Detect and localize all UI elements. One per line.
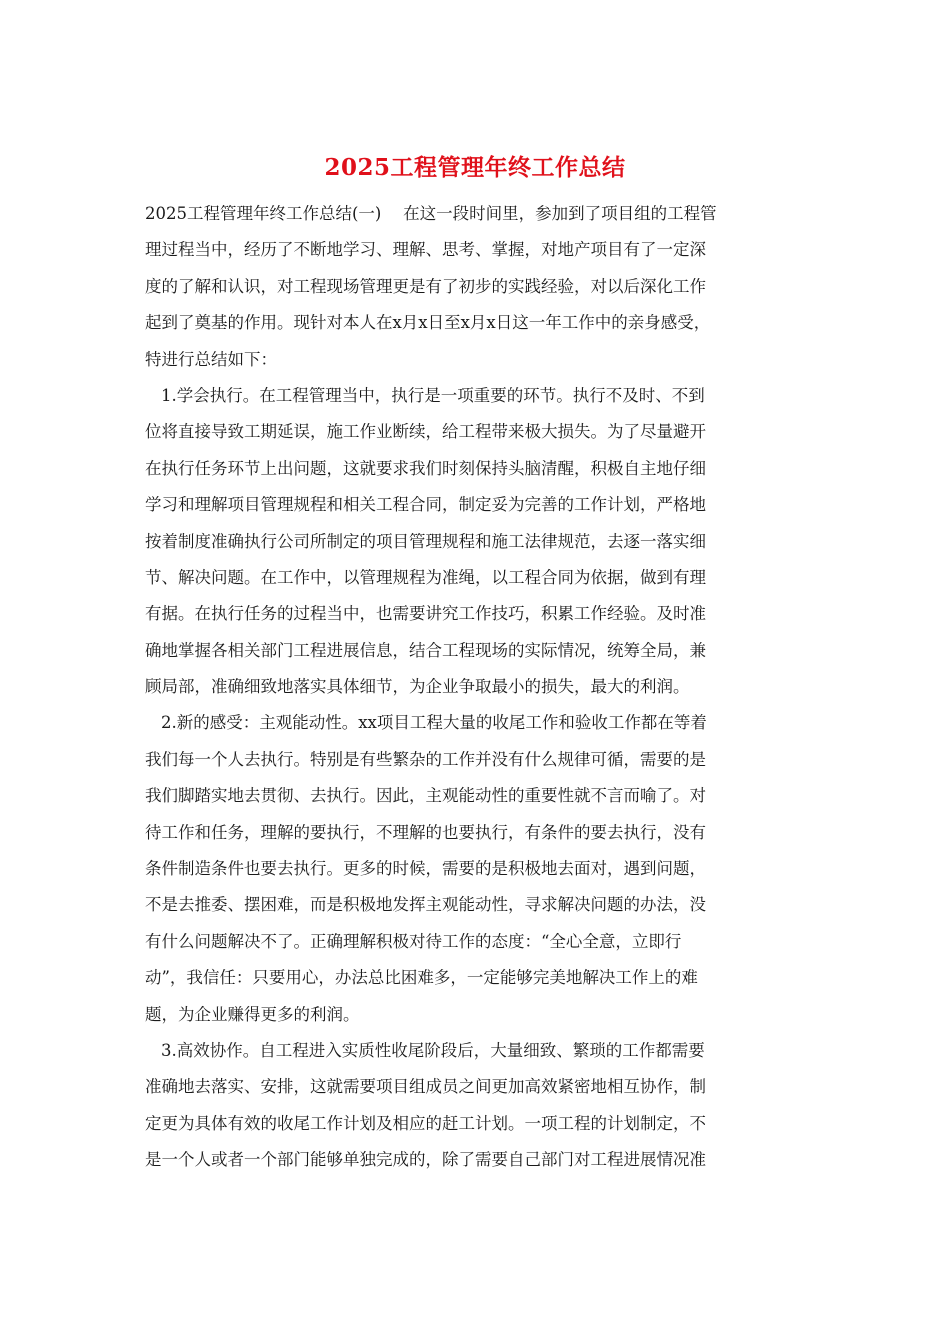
document-title: 2025工程管理年终工作总结 <box>324 154 626 181</box>
text-line: 学习和理解项目管理规程和相关工程合同，制定妥为完善的工作计划，严格地 <box>145 495 706 515</box>
text-line: 按着制度准确执行公司所制定的项目管理规程和施工法律规范，去逐一落实细 <box>145 531 706 551</box>
text-line: 是一个人或者一个部门能够单独完成的，除了需要自己部门对工程进展情况准 <box>145 1150 706 1170</box>
text-line: 顾局部，准确细致地落实具体细节，为企业争取最小的损失，最大的利润。 <box>145 677 690 697</box>
text-line: 在执行任务环节上出问题，这就要求我们时刻保持头脑清醒，积极自主地仔细 <box>145 458 706 478</box>
text-line: 待工作和任务，理解的要执行，不理解的也要执行，有条件的要去执行，没有 <box>145 822 706 842</box>
text-line: 位将直接导致工期延误，施工作业断续，给工程带来极大损失。为了尽量避开 <box>145 422 706 442</box>
text-line: 条件制造条件也要去执行。更多的时候，需要的是积极地去面对，遇到问题， <box>145 859 706 879</box>
document-body <box>145 196 810 1179</box>
text-line: 起到了奠基的作用。现针对本人在x月x日至x月x日这一年工作中的亲身感受， <box>145 313 711 333</box>
text-line: 2025工程管理年终工作总结(一) 在这一段时间里，参加到了项目组的工程管 <box>145 204 717 223</box>
text-line: 2.新的感受：主观能动性。xx项目工程大量的收尾工作和验收工作都在等着 <box>161 713 707 733</box>
text-line: 确地掌握各相关部门工程进展信息，结合工程现场的实际情况，统筹全局，兼 <box>145 640 706 660</box>
text-line: 1.学会执行。在工程管理当中，执行是一项重要的环节。执行不及时、不到 <box>161 385 705 405</box>
text-line: 度的了解和认识，对工程现场管理更是有了初步的实践经验，对以后深化工作 <box>145 276 706 296</box>
text-line: 节、解决问题。在工作中，以管理规程为准绳，以工程合同为依据，做到有理 <box>145 567 706 587</box>
text-line: 定更为具体有效的收尾工作计划及相应的赶工计划。一项工程的计划制定，不 <box>145 1113 706 1133</box>
text-line: 动”，我信任：只要用心，办法总比困难多，一定能够完美地解决工作上的难 <box>145 968 698 988</box>
text-line: 有什么问题解决不了。正确理解积极对待工作的态度：“全心全意，立即行 <box>145 931 682 951</box>
text-line: 准确地去落实、安排，这就需要项目组成员之间更加高效紧密地相互协作，制 <box>145 1077 706 1097</box>
text-line: 题，为企业赚得更多的利润。 <box>145 1004 360 1024</box>
text-line: 特进行总结如下： <box>145 349 277 369</box>
text-line: 有据。在执行任务的过程当中，也需要讲究工作技巧，积累工作经验。及时准 <box>145 604 706 624</box>
text-line: 不是去推委、摆困难，而是积极地发挥主观能动性，寻求解决问题的办法，没 <box>145 895 706 915</box>
text-line: 3.高效协作。自工程进入实质性收尾阶段后，大量细致、繁琐的工作都需要 <box>161 1040 705 1060</box>
text-line: 理过程当中，经历了不断地学习、理解、思考、掌握，对地产项目有了一定深 <box>145 240 706 260</box>
text-line: 我们脚踏实地去贯彻、去执行。因此，主观能动性的重要性就不言而喻了。对 <box>145 786 706 806</box>
text-line: 我们每一个人去执行。特别是有些繁杂的工作并没有什么规律可循，需要的是 <box>145 749 706 769</box>
